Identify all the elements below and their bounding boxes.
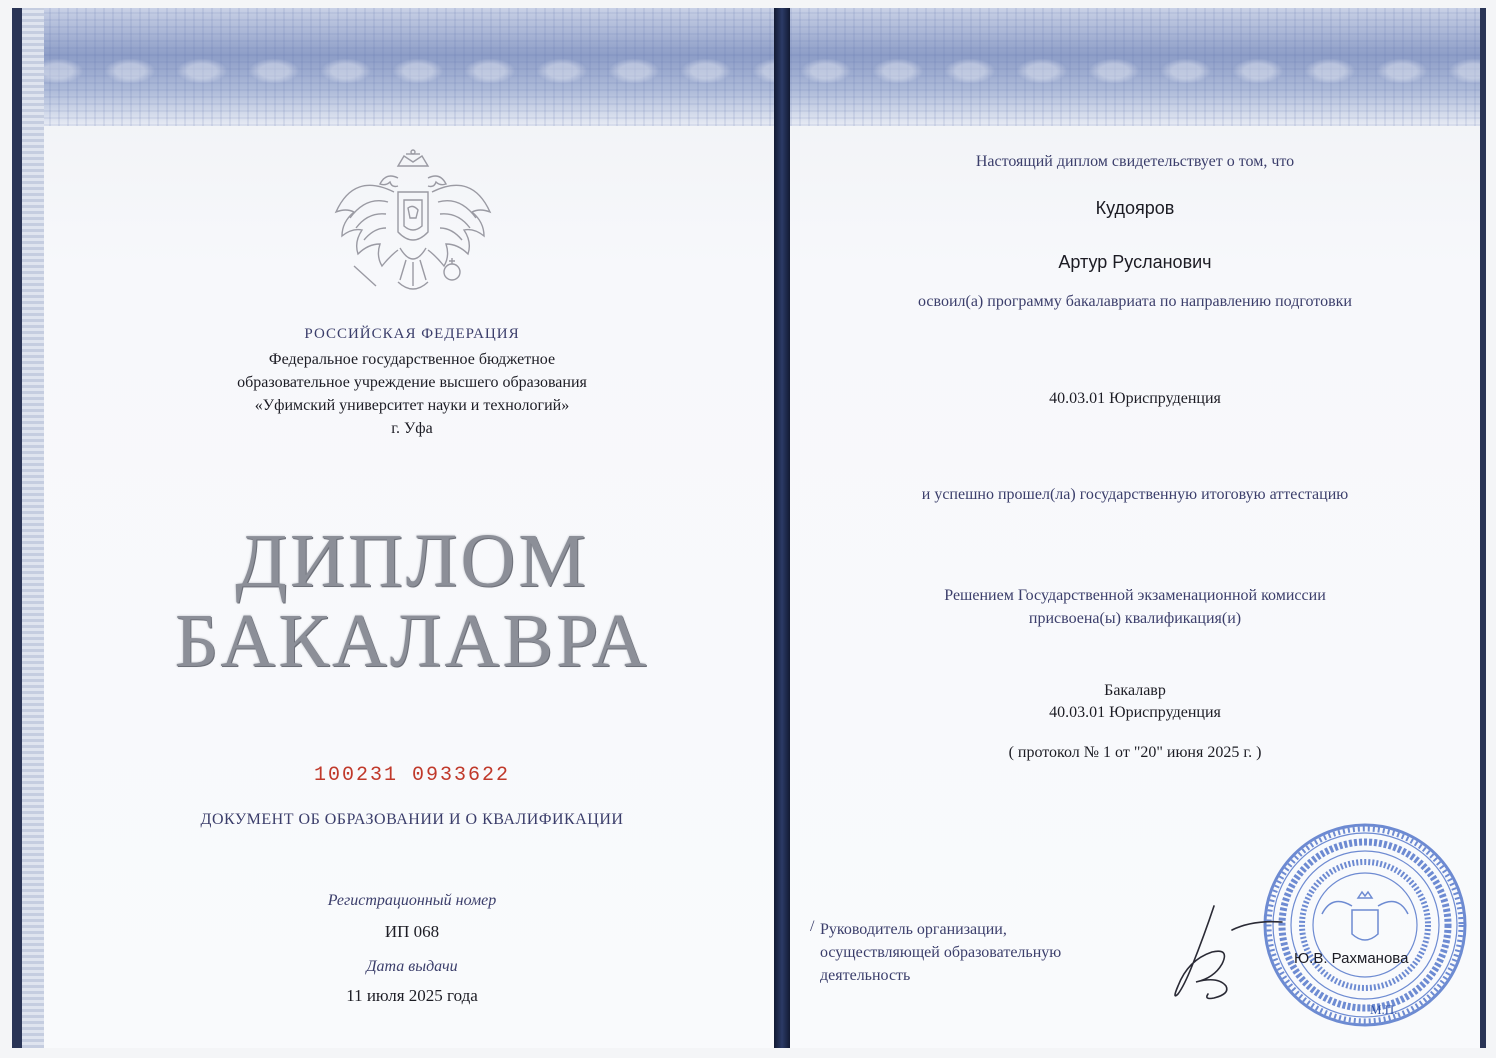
diploma-title-line1: ДИПЛОМ	[235, 519, 589, 603]
diploma-spread	[12, 8, 1486, 1048]
serial-number: 100231 0933622	[313, 764, 511, 787]
registration-number: ИП 068	[384, 922, 440, 941]
decision-line: Решением Государственной экзаменационной комиссии	[944, 587, 1326, 604]
country-heading: РОССИЙСКАЯ ФЕДЕРАЦИЯ	[304, 326, 520, 342]
program-name: 40.03.01 Юриспруденция	[1049, 390, 1221, 407]
head-label-line: деятельность	[820, 967, 911, 984]
binding-gutter	[774, 8, 790, 1048]
seal-mark: М.П.	[1370, 1002, 1398, 1017]
institution-line: «Уфимский университет науки и технологий»	[254, 397, 570, 414]
registration-label: Регистрационный номер	[327, 892, 497, 909]
security-pattern-band	[790, 8, 1480, 126]
graduate-surname: Кудояров	[1095, 198, 1175, 218]
qualification-degree: Бакалавр	[1104, 682, 1166, 699]
program-mastered-text: освоил(а) программу бакалавриата по направлению подготовки	[918, 293, 1352, 310]
diploma-title-line2: БАКАЛАВРА	[174, 599, 650, 683]
russian-coat-of-arms-emblem	[328, 148, 498, 318]
official-round-seal	[1260, 820, 1470, 1030]
diploma-left-page	[22, 8, 774, 1048]
decision-line: присвоена(ы) квалификация(и)	[1028, 610, 1242, 627]
qualification-program: 40.03.01 Юриспруденция	[1049, 704, 1221, 721]
issue-date: 11 июля 2025 года	[346, 986, 478, 1005]
protocol-reference: ( протокол № 1 от "20" июня 2025 г. )	[1008, 744, 1262, 761]
document-type: ДОКУМЕНТ ОБ ОБРАЗОВАНИИ И О КВАЛИФИКАЦИИ	[200, 811, 624, 828]
attestation-text: и успешно прошел(ла) государственную итоговую аттестацию	[921, 486, 1349, 503]
issue-date-label: Дата выдачи	[366, 958, 458, 975]
head-slash: /	[810, 918, 815, 935]
head-label-line: осуществляющей образовательную	[820, 944, 1062, 961]
graduate-given-names: Артур Русланович	[1058, 252, 1212, 272]
signer-name: Ю.В. Рахманова	[1294, 950, 1409, 967]
handwritten-signature	[1174, 900, 1284, 1000]
commission-decision	[790, 584, 1480, 630]
institution-city: г. Уфа	[391, 420, 433, 437]
organization-head-label	[820, 918, 1061, 987]
security-pattern-band	[22, 8, 774, 126]
institution-line: Федеральное государственное бюджетное	[268, 351, 556, 368]
institution-name	[22, 348, 774, 440]
diploma-right-page	[790, 8, 1480, 1048]
institution-line: образовательное учреждение высшего образования	[237, 374, 587, 391]
qualification	[790, 680, 1480, 724]
head-label-line: Руководитель организации,	[820, 921, 1007, 938]
intro-text: Настоящий диплом свидетельствует о том, что	[975, 153, 1295, 170]
